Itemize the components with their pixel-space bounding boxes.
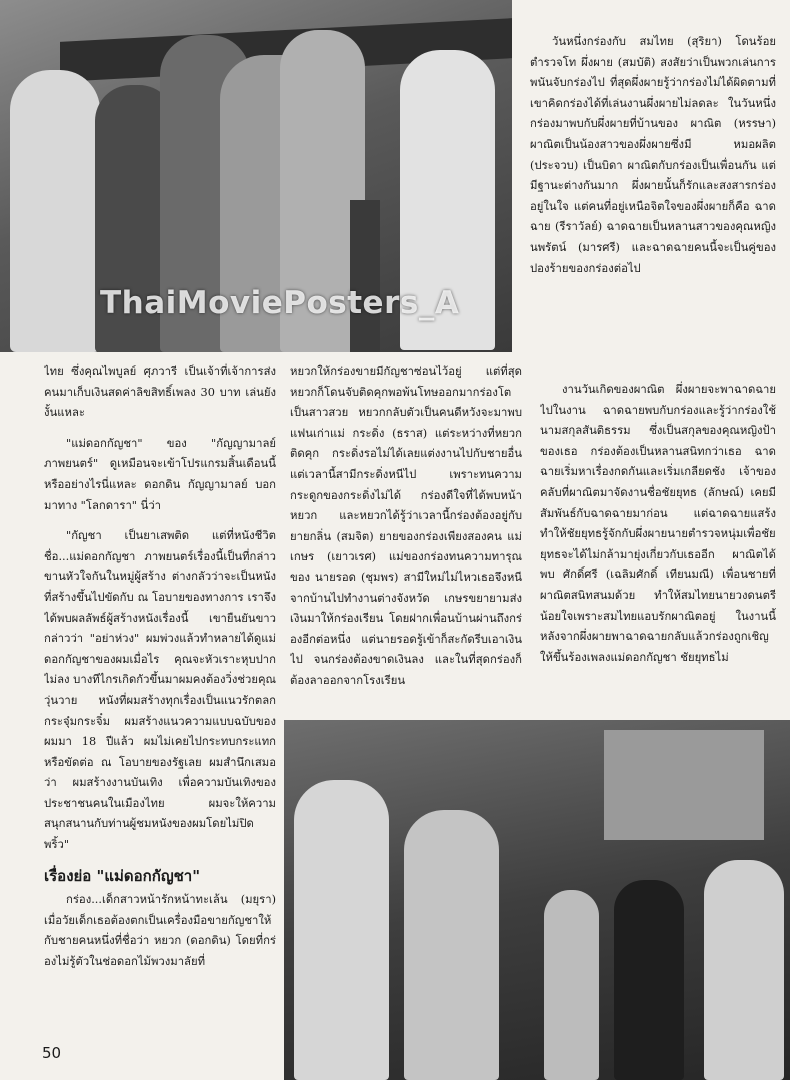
paragraph: หยวกให้กร่องขายมีกัญชาซ่อนไว้อยู่ แต่ที่สุดหยวกก็โดนจับติดคุกพอพ้นโทษออกมากร่องโตเป็นสาวสวย หยวกกลับตัวเป็นคนดีหวังจะมาพบแฟนเก่าแม่ กระดิ่ง (ธราส) แต่ระหว่างที่หยวกติดคุก กระดิ่งรอไม่ได้เลยแต่งงานไปกับชายอื่น แต่เวลานี้สามีกระดิ่งหนีไป เพราะทนความกระดูกของกระดิ่งไม่ได้ กร่องดีใจที่ได้พบหน้าหยวก และหยวกได้รู้ว่าเวลานี้กร่องต้องอยู่กับ ยายกลิ่น (สมจิต) ยายของกร่องเพียงสองคน แม่เกษร (เยาวเรศ) แม่ของกร่องทนความทารุณของ นายรอด (ชุมพร) สามีใหม่ไม่ไหวเธอจึงหนีจากบ้านไปทำงานต่างจังหวัด เกษรขยายามส่งเงินมาให้กร่องเรียน โดยฝากเพื่อนบ้านผ่านถึงกร่องอีกต่อหนึ่ง แต่นายรอดรู้เข้าก็สะกัดรีบเอาเงินไป จนกร่องต้องขาดเงินลง และในที่สุดกร่องก็ต้องลาออกจากโรงเรียน (290, 365, 522, 687)
figure-man-left (294, 780, 389, 1080)
paragraph: ไทย ซึ่งคุณไพบูลย์ ศุภวารี เป็นเจ้าที่เจ้าการส่งคนมาเก็บเงินสดค่าลิขสิทธิ์เพลง 30 บาท เล่นยังงั้นแหละ (44, 365, 276, 420)
article-column-left (44, 362, 276, 1012)
wooden-post (350, 200, 380, 352)
paragraph: งานวันเกิดของผาณิต ผึ่งผายจะพาฉาดฉายไปในงาน ฉาดฉายพบกับกร่องและรู้ว่ากร่องใช้นามสกุลสันติธรรม ซึ่งเป็นสกุลของคุณหญิงป้าของเธอ กร่องต้องเป็นหลานสนิทกว่าเธอ ฉาดฉายเริ่มหาเรื่องกดกันและเริ่มเกลียดชัง เจ้าของคลับที่ผาณิตมาจัดงานชื่อชัยยุทธ (ลักษณ์) เคยมีสัมพันธ์กับฉาดฉายมาก่อน แต่ฉาดฉายแสร้งทำให้ชัยยุทธรู้จักกับผึ่งผายนายตำรวจหนุ่มเพื่อชัยยุทธจะได้ไม่กล้ามายุ่งเกี่ยวกับเธออีก ผาณิตได้พบ ศักดิ์ศรี (เฉลิมศักดิ์ เทียนมณี) เพื่อนชายที่ผาณิตสนิทสนมด้วย ทำให้สมไทยนายวงดนตรีน้อยใจเพราะสมไทยแอบรักผาณิตอยู่ ในงานนี้หลังจากผึ่งผายพาฉาดฉายกลับแล้วกร่องถูกเชิญให้ขึ้นร้องเพลงแม่ดอกกัญชา ชัยยุทธไม่ (540, 383, 776, 664)
article-column-right-top (530, 32, 776, 372)
figure-woman-dancing (404, 810, 499, 1080)
figure-woman-right-2 (614, 880, 684, 1080)
synopsis-heading: เรื่องย่อ "แม่ดอกกัญชา" (44, 866, 201, 885)
watermark-text: ThaiMoviePosters_A (100, 285, 460, 321)
page-number: 50 (42, 1044, 62, 1062)
background-window (604, 730, 764, 840)
figure-man-right (704, 860, 784, 1080)
paragraph: "แม่ดอกกัญชา" ของ "กัญญามาลย์ภาพยนตร์" ดูเหมือนจะเข้าโปรแกรมสิ้นเดือนนี้หรืออย่างไรนี่แหละ ดอกดิน กัญญามาลย์ บอกมาทาง "โลกดารา" นี่ว่า (44, 436, 276, 512)
bottom-film-still-photo (284, 720, 790, 1080)
article-column-middle (290, 362, 522, 712)
top-film-still-photo (0, 0, 512, 352)
paragraph: วันหนึ่งกร่องกับ สมไทย (สุริยา) โดนร้อยตำรวจโท ผึ่งผาย (สมบัติ) สงสัยว่าเป็นพวกเล่นการพนันจับกร่องไป ที่สุดผึ่งผายรู้ว่ากร่องไม่ได้ผิดตามที่เขาคิดกร่องได้ที่เล่นงานผึ่งผายไม่ลดละ ในวันหนึ่งกร่องมาพบกับผึ่งผายที่บ้านของ ผาณิต (หรรษา) ผาณิตเป็นน้องสาวของผึ่งผายซึ่งมี หมอผลิต (ประจวบ) เป็นบิดา ผาณิตกับกร่องเป็นเพื่อนกัน แต่มีฐานะต่างกันมาก ผึ่งผายนั้นก็รักและสงสารกร่องอยู่ในใจ แต่คนที่อยู่เหนือจิตใจของผึ่งผายก็คือ ฉาดฉาย (รีราวัลย์) ฉาดฉายเป็นหลานสาวของคุณหญิง นพรัตน์ (มารศรี) และฉาดฉายคนนี้จะเป็นคู่ของปองร้ายของกร่องต่อไป (530, 35, 776, 275)
figure-woman-left (10, 70, 100, 352)
article-column-right-bottom (540, 380, 776, 716)
figure-woman-right-1 (544, 890, 599, 1080)
paragraph: กร่อง...เด็กสาวหน้ารักหน้าทะเล้น (มยุรา) เมื่อวัยเด็กเธอต้องตกเป็นเครื่องมือขายกัญชาให้กับชายคนหนึ่งที่ชื่อว่า หยวก (ดอกดิน) โดยที่กร่องไม่รู้ตัวในช่อดอกไม้พวงมาลัยที่ (44, 893, 276, 969)
paragraph: "กัญชา เป็นยาเสพติด แต่ที่หนังชีวิตชื่อ...แม่ดอกกัญชา ภาพยนตร์เรื่องนี้เป็นที่กล่าวขานหัวใจกันในหมู่ผู้สร้าง ต่างกลัวว่าจะเป็นหนังที่สร้างขึ้นไปขัดกับ ณ โอบายของทางการ เราจึงได้พบผลลัพธ์ผู้สร้างหนังเรื่องนี้ เขายืนยันขาวกล่าวว่า "อย่าห่วง" ผมพ่วงแล้วทำหลายได้ดูแม่ดอกกัญชาของผมเมื่อไร คุณจะหัวเราะหุบปากไม่ลง บางทีไกรเกิดกัวขึ้นมาผมคงต้องวิ่งช่วยคุณวุ่นวาย หนังที่ผมสร้างทุกเรื่องเป็นแนวรักตลกกระจุ๋มกระจิ๋ม ผมสร้างแนวความแบบฉบับของผมมา 18 ปีแล้ว ผมไม่เคยไปกระทบกระแทกหรือขัดต่อ ณ โอบายของรัฐเลย ผมสำนึกเสมอว่า ผมสร้างงานบันเทิง เพื่อความบันเทิงของประชาชนคนในเมืองไทย ผมจะให้ความสนุกสนานกับท่านผู้ชมหนังของผมโดยไม่ปิดพริ้ว" (44, 529, 276, 852)
